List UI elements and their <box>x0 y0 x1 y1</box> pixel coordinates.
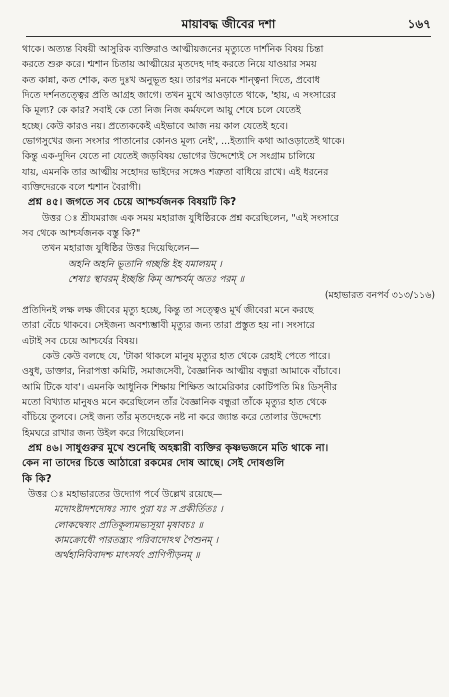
text-line: দিতে দর্শনতত্ত্বের প্রতি আগ্রহ জাগে। তখন মুখে আওড়াতে থাকে, 'হায়, এ সংসারের <box>22 90 337 102</box>
question-heading: কেন না তাদের চিত্তে আঠারো রকমের দোষ আছে। সেই দোষগুলি <box>22 458 285 470</box>
text-line: কিন্তু এক-দুদিন যেতে না যেতেই জড়বিষয় ভোগের উদ্দেশ্যেই সে সংগ্রাম চালিয়ে <box>22 151 315 163</box>
text-line: তখন মহারাজ যুধিষ্ঠির উত্তর দিয়েছিলেন— <box>42 243 200 255</box>
text-line: কেউ কেউ বলছে যে, 'টাকা থাকলে মানুষ মৃত্যুর হাত থেকে রেহাই পেতে পারে। <box>42 350 331 362</box>
text-line: করতে শুরু করে। শ্মশান চিতায় আত্মীয়ের মৃতদেহ দাহ করতে নিয়ে যাওয়ার সময় <box>22 59 317 71</box>
text-line: কত কান্না, কত শোক, কত দুঃখ অনুভূত হয়। তারপর মনকে শান্ত্বনা দিতে, প্রবোধ <box>22 74 320 86</box>
text-line: এটাই সব চেয়ে আশ্চর্যের বিষয়। <box>22 335 138 347</box>
question-heading: কি কি? <box>22 473 52 485</box>
text-line: থাকে। অত্যন্ত বিষয়ী আসুরিক ব্যক্তিরাও আত্মীয়জনের মৃত্যুতে দার্শনিক বিষয় চিন্তা <box>22 44 324 55</box>
answer-line: উত্তর ঃ শ্রীযমরাজ এক সময় মহারাজ যুধিষ্ঠিরকে প্রশ্ন করেছিলেন, "এই সংসারে <box>42 212 339 224</box>
verse-line: মদোঽষ্টাদশদোষঃ স্যাৎ পুরা যঃ স প্রকীর্তিতঃ । <box>54 504 223 516</box>
chapter-title: মায়াবদ্ধ জীবের দশা <box>181 17 276 31</box>
text-line: তারা বেঁচে থাকবে। সেইজন্য অবশ্যম্ভাবী মৃত্যুর জন্য তারা প্রস্তুত হয় না। সংসারে <box>22 320 315 332</box>
text-line: আমি টিকে যাব'। এমনকি আধুনিক শিক্ষায় শিক্ষিত আমেরিকার কোটিপতি মিঃ ডিস্‌নীর <box>22 381 338 393</box>
verse-line: শেষাঃ স্থাবরম্ ইচ্ছন্তি কিম্ আশ্চর্যম্ অতঃ পরম্ ॥ <box>68 274 245 286</box>
verse-line: কামক্রোধৌ পারতন্ত্র্যং পরিবাদোঽথ পৈশুনম্ । <box>54 535 219 546</box>
text-line: সব থেকে আশ্চর্যজনক বস্তু কি?" <box>22 228 141 240</box>
text-line: যায়, এমনকি তার আত্মীয় সহোদর ভাইদের সঙ্গেও শত্রুতা বাধিয়ে রাখে। এই ধরনের <box>22 166 329 178</box>
verse-line: অর্থহানিবিবাদশ্চ মাৎসর্যং প্রাণিপীড়নম্ ॥ <box>54 550 200 562</box>
answer-line: উত্তর ঃ মহাভারতের উদ্যোগ পর্বে উল্লেখ রয়েছে— <box>28 488 223 500</box>
text-line: মতো বিখ্যাত মানুষও মনে করেছিলেন তাঁর বৈজ্ঞানিক বন্ধুরা তাঁকে মৃত্যুর হাত থেকে <box>22 396 327 408</box>
text-line: ভোগসুখের জন্য সংসার পাতানোর কোনও মূল্য নেই', ...ইত্যাদি কথা আওড়াতেই থাকে। <box>22 136 345 148</box>
page-body <box>22 42 435 564</box>
text-line: কি মূল্য? কে কার? সবাই কে তো নিজ নিজ কর্মফলে আয়ু শেষে চলে যেতেই <box>22 105 301 117</box>
text-line: হচ্ছে। কেউ কারও নয়। প্রত্যেককেই এইভাবে আজ নয় কাল যেতেই হবে। <box>22 120 289 132</box>
text-line: ব্যক্তিদেরকে বলে শ্মশান বৈরাগী। <box>22 182 142 194</box>
verse-line: অহনি অহনি ভূতানি গচ্ছন্তি ইহ যমালয়ম্ । <box>68 258 222 270</box>
text-line: ওষুধ, ডাক্তার, নিরাপত্তা কমিটি, সমাজসেবী, বৈজ্ঞানিক আত্মীয় বন্ধুরা আমাকে বাঁচাবে। <box>22 366 341 378</box>
page-number: ১৬৭ <box>407 17 431 31</box>
verse-line: লোকদ্বেষ্যং প্রাতিকূল্যমভ্যসূয়া মৃষাবচঃ ॥ <box>54 519 203 531</box>
running-header <box>26 14 431 37</box>
text-line: হিমঘরে রাখার জন্য উইল করে গিয়েছিলেন। <box>22 427 184 439</box>
question-heading: প্রশ্ন ৪৬। সাধুগুরুর মুখে শুনেছি অহঙ্কারী ব্যক্তির কৃষ্ণভজনে মতি থাকে না। <box>28 442 329 454</box>
text-line: প্রতিদিনই লক্ষ লক্ষ জীবের মৃত্যু হচ্ছে, কিন্তু তা সত্ত্বেও মূর্খ জীবেরা মনে করছে <box>22 304 314 316</box>
text-line: বাঁচিয়ে তুলবে। সেই জন্য তাঁর মৃতদেহকে নষ্ট না করে জ্যান্ত করে তোলার উদ্দেশ্যে <box>22 412 321 424</box>
verse-citation: (মহাভারত বনপর্ব ৩১৩/১১৬) <box>324 289 435 301</box>
question-heading: প্রশ্ন ৪৫। জগতে সব চেয়ে আশ্চর্যজনক বিষয়টি কি? <box>28 197 237 209</box>
